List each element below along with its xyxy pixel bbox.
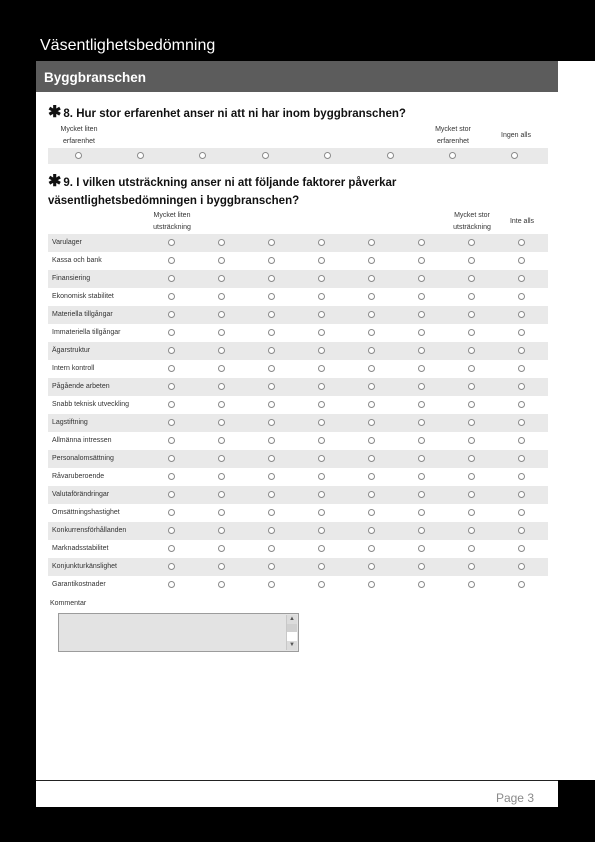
q9-radio-6[interactable] xyxy=(418,491,425,498)
q9-radio-5[interactable] xyxy=(368,347,375,354)
q9-radio-7[interactable] xyxy=(468,419,475,426)
q9-radio-6[interactable] xyxy=(418,383,425,390)
q9-radio-7[interactable] xyxy=(468,365,475,372)
q9-radio-na[interactable] xyxy=(518,563,525,570)
q9-radio-4[interactable] xyxy=(318,365,325,372)
q9-matrix-row xyxy=(48,378,548,396)
q8-option-row xyxy=(48,148,548,164)
q9-high-label xyxy=(443,210,501,234)
q9-radio-3[interactable] xyxy=(268,527,275,534)
q9-radio-5[interactable] xyxy=(368,509,375,516)
q9-radio-6[interactable] xyxy=(418,239,425,246)
q9-radio-7[interactable] xyxy=(468,437,475,444)
q9-radio-4[interactable] xyxy=(318,311,325,318)
page-footer xyxy=(36,781,558,807)
q9-radio-6[interactable] xyxy=(418,401,425,408)
q9-row-label: Kassa och bank xyxy=(52,257,102,264)
q9-row-label: Marknadsstabilitet xyxy=(52,545,109,552)
q9-radio-5[interactable] xyxy=(368,455,375,462)
q9-radio-6[interactable] xyxy=(418,473,425,480)
q9-radio-1[interactable] xyxy=(168,473,175,480)
q9-radio-7[interactable] xyxy=(468,275,475,282)
q8-radio-4[interactable] xyxy=(262,152,269,159)
q8-radio-5[interactable] xyxy=(324,152,331,159)
q9-radio-5[interactable] xyxy=(368,275,375,282)
q9-radio-5[interactable] xyxy=(368,473,375,480)
q9-radio-2[interactable] xyxy=(218,545,225,552)
q9-radio-3[interactable] xyxy=(268,347,275,354)
q9-low-label-line2: utsträckning xyxy=(153,224,191,231)
comment-label: Kommentar xyxy=(50,600,87,607)
q9-radio-6[interactable] xyxy=(418,275,425,282)
q9-radio-na[interactable] xyxy=(518,365,525,372)
q9-radio-3[interactable] xyxy=(268,419,275,426)
q9-radio-2[interactable] xyxy=(218,257,225,264)
scroll-thumb[interactable] xyxy=(287,624,297,632)
q9-radio-7[interactable] xyxy=(468,527,475,534)
q9-radio-4[interactable] xyxy=(318,419,325,426)
q9-radio-7[interactable] xyxy=(468,257,475,264)
q9-radio-6[interactable] xyxy=(418,527,425,534)
q9-matrix-row xyxy=(48,288,548,306)
q9-radio-7[interactable] xyxy=(468,293,475,300)
q9-radio-2[interactable] xyxy=(218,491,225,498)
q9-radio-2[interactable] xyxy=(218,239,225,246)
q9-na-label: Inte alls xyxy=(509,218,535,225)
q9-radio-1[interactable] xyxy=(168,293,175,300)
q9-radio-4[interactable] xyxy=(318,275,325,282)
q9-radio-1[interactable] xyxy=(168,275,175,282)
q9-matrix-row xyxy=(48,306,548,324)
q8-radio-3[interactable] xyxy=(199,152,206,159)
q9-radio-4[interactable] xyxy=(318,437,325,444)
q9-radio-na[interactable] xyxy=(518,275,525,282)
q9-radio-4[interactable] xyxy=(318,329,325,336)
question-8-text: 8. Hur stor erfarenhet anser ni att ni har inom byggbranschen? xyxy=(63,108,406,120)
q9-radio-6[interactable] xyxy=(418,257,425,264)
q9-radio-6[interactable] xyxy=(418,455,425,462)
q9-radio-na[interactable] xyxy=(518,491,525,498)
q9-radio-3[interactable] xyxy=(268,383,275,390)
q9-matrix-row xyxy=(48,486,548,504)
q9-matrix-row xyxy=(48,540,548,558)
q9-radio-1[interactable] xyxy=(168,365,175,372)
q9-radio-7[interactable] xyxy=(468,401,475,408)
q9-radio-4[interactable] xyxy=(318,257,325,264)
q9-radio-7[interactable] xyxy=(468,491,475,498)
q9-matrix-row xyxy=(48,342,548,360)
q9-radio-5[interactable] xyxy=(368,311,375,318)
q8-low-label-line1: Mycket liten xyxy=(60,126,98,133)
q9-radio-3[interactable] xyxy=(268,311,275,318)
q9-matrix-row xyxy=(48,360,548,378)
q9-radio-2[interactable] xyxy=(218,383,225,390)
q9-radio-3[interactable] xyxy=(268,437,275,444)
q9-radio-4[interactable] xyxy=(318,455,325,462)
q9-radio-na[interactable] xyxy=(518,437,525,444)
q9-radio-5[interactable] xyxy=(368,491,375,498)
q9-radio-5[interactable] xyxy=(368,581,375,588)
q9-radio-6[interactable] xyxy=(418,509,425,516)
q9-radio-2[interactable] xyxy=(218,311,225,318)
q8-na-label: Ingen alls xyxy=(501,132,531,139)
q9-row-label: Snabb teknisk utveckling xyxy=(52,401,130,408)
q9-matrix-row xyxy=(48,414,548,432)
q9-radio-4[interactable] xyxy=(318,527,325,534)
q9-radio-4[interactable] xyxy=(318,293,325,300)
q9-matrix-row xyxy=(48,432,548,450)
q9-radio-na[interactable] xyxy=(518,239,525,246)
q9-matrix-row xyxy=(48,234,548,252)
page-margin-bottom xyxy=(558,780,595,842)
q9-radio-4[interactable] xyxy=(318,509,325,516)
q9-radio-na[interactable] xyxy=(518,545,525,552)
q9-radio-7[interactable] xyxy=(468,455,475,462)
q9-row-label: Lagstiftning xyxy=(52,419,88,426)
q9-radio-7[interactable] xyxy=(468,509,475,516)
q9-radio-6[interactable] xyxy=(418,311,425,318)
q9-radio-na[interactable] xyxy=(518,293,525,300)
q9-radio-5[interactable] xyxy=(368,401,375,408)
q9-matrix-row xyxy=(48,396,548,414)
q9-radio-na[interactable] xyxy=(518,509,525,516)
q9-matrix-row xyxy=(48,450,548,468)
q9-radio-6[interactable] xyxy=(418,545,425,552)
q9-radio-5[interactable] xyxy=(368,365,375,372)
q9-radio-3[interactable] xyxy=(268,509,275,516)
q9-radio-6[interactable] xyxy=(418,293,425,300)
q9-row-label: Immateriella tillgångar xyxy=(52,329,121,336)
q9-radio-7[interactable] xyxy=(468,329,475,336)
q9-radio-1[interactable] xyxy=(168,455,175,462)
page-margin xyxy=(558,61,595,780)
q9-matrix-row xyxy=(48,576,548,594)
q9-high-label-line1: Mycket stor xyxy=(454,212,490,219)
q9-row-label: Valutaförändringar xyxy=(52,491,110,498)
q9-radio-1[interactable] xyxy=(168,257,175,264)
q8-radio-1[interactable] xyxy=(75,152,82,159)
q9-radio-5[interactable] xyxy=(368,383,375,390)
q9-radio-3[interactable] xyxy=(268,257,275,264)
scroll-up-icon[interactable]: ▲ xyxy=(287,615,297,624)
q8-low-label-line2: erfarenhet xyxy=(63,138,95,145)
q9-radio-4[interactable] xyxy=(318,491,325,498)
q9-radio-4[interactable] xyxy=(318,383,325,390)
q9-radio-3[interactable] xyxy=(268,581,275,588)
q9-radio-na[interactable] xyxy=(518,401,525,408)
q9-radio-5[interactable] xyxy=(368,527,375,534)
q9-radio-3[interactable] xyxy=(268,491,275,498)
q9-row-label: Råvaruberoende xyxy=(52,473,105,480)
q9-radio-2[interactable] xyxy=(218,437,225,444)
q9-radio-3[interactable] xyxy=(268,365,275,372)
question-8-title xyxy=(48,104,406,123)
q9-radio-2[interactable] xyxy=(218,275,225,282)
question-9-title xyxy=(48,173,396,210)
q8-radio-na[interactable] xyxy=(511,152,518,159)
q9-radio-na[interactable] xyxy=(518,311,525,318)
q9-radio-7[interactable] xyxy=(468,545,475,552)
q9-radio-7[interactable] xyxy=(468,311,475,318)
q9-radio-3[interactable] xyxy=(268,239,275,246)
q9-radio-2[interactable] xyxy=(218,509,225,516)
q9-radio-6[interactable] xyxy=(418,437,425,444)
q9-radio-1[interactable] xyxy=(168,239,175,246)
section-header: Byggbranschen xyxy=(36,61,558,92)
q9-radio-2[interactable] xyxy=(218,563,225,570)
q9-radio-2[interactable] xyxy=(218,347,225,354)
q9-radio-4[interactable] xyxy=(318,581,325,588)
q9-row-label: Omsättningshastighet xyxy=(52,509,120,516)
q9-radio-na[interactable] xyxy=(518,455,525,462)
q9-radio-4[interactable] xyxy=(318,563,325,570)
q9-radio-2[interactable] xyxy=(218,401,225,408)
q8-high-label-line1: Mycket stor xyxy=(435,126,471,133)
q9-row-label: Konjunkturkänslighet xyxy=(52,563,117,570)
q9-radio-5[interactable] xyxy=(368,563,375,570)
q9-radio-4[interactable] xyxy=(318,347,325,354)
q9-radio-1[interactable] xyxy=(168,491,175,498)
q9-radio-7[interactable] xyxy=(468,383,475,390)
q9-radio-5[interactable] xyxy=(368,437,375,444)
q9-radio-2[interactable] xyxy=(218,365,225,372)
q8-radio-7[interactable] xyxy=(449,152,456,159)
q9-radio-2[interactable] xyxy=(218,473,225,480)
q9-radio-3[interactable] xyxy=(268,329,275,336)
q9-radio-2[interactable] xyxy=(218,293,225,300)
q9-radio-na[interactable] xyxy=(518,527,525,534)
q9-radio-4[interactable] xyxy=(318,401,325,408)
q9-radio-4[interactable] xyxy=(318,239,325,246)
q9-radio-5[interactable] xyxy=(368,257,375,264)
q9-radio-6[interactable] xyxy=(418,581,425,588)
q9-radio-5[interactable] xyxy=(368,293,375,300)
q9-radio-1[interactable] xyxy=(168,329,175,336)
q9-radio-4[interactable] xyxy=(318,473,325,480)
q9-row-label: Konkurrensförhållanden xyxy=(52,527,127,534)
q9-radio-1[interactable] xyxy=(168,419,175,426)
comment-textarea[interactable] xyxy=(58,613,299,652)
scroll-down-icon[interactable]: ▼ xyxy=(287,641,297,650)
q9-radio-1[interactable] xyxy=(168,401,175,408)
comment-scrollbar[interactable] xyxy=(286,615,297,650)
q9-high-label-line2: utsträckning xyxy=(453,224,491,231)
q9-radio-2[interactable] xyxy=(218,527,225,534)
q9-matrix-row xyxy=(48,468,548,486)
q9-radio-3[interactable] xyxy=(268,401,275,408)
q9-radio-2[interactable] xyxy=(218,455,225,462)
q9-radio-na[interactable] xyxy=(518,581,525,588)
question-9-line2: väsentlighetsbedömningen i byggbranschen? xyxy=(48,195,300,207)
q9-radio-6[interactable] xyxy=(418,347,425,354)
q9-radio-3[interactable] xyxy=(268,563,275,570)
q9-matrix-row xyxy=(48,252,548,270)
q9-radio-na[interactable] xyxy=(518,473,525,480)
q8-low-label xyxy=(50,124,108,148)
q9-radio-5[interactable] xyxy=(368,329,375,336)
q8-high-label xyxy=(424,124,482,148)
q9-radio-7[interactable] xyxy=(468,473,475,480)
q9-low-label-line1: Mycket liten xyxy=(153,212,191,219)
q9-radio-na[interactable] xyxy=(518,257,525,264)
q9-radio-6[interactable] xyxy=(418,329,425,336)
q9-radio-1[interactable] xyxy=(168,347,175,354)
q9-radio-1[interactable] xyxy=(168,545,175,552)
q9-radio-3[interactable] xyxy=(268,293,275,300)
q8-radio-2[interactable] xyxy=(137,152,144,159)
q9-radio-1[interactable] xyxy=(168,311,175,318)
q9-radio-3[interactable] xyxy=(268,545,275,552)
q9-matrix-row xyxy=(48,558,548,576)
q9-row-label: Personalomsättning xyxy=(52,455,114,462)
q9-radio-5[interactable] xyxy=(368,545,375,552)
q9-row-label: Materiella tillgångar xyxy=(52,311,113,318)
q9-radio-1[interactable] xyxy=(168,527,175,534)
q9-matrix-row xyxy=(48,270,548,288)
q9-radio-3[interactable] xyxy=(268,473,275,480)
survey-title: Väsentlighetsbedömning xyxy=(40,37,216,54)
q9-radio-3[interactable] xyxy=(268,455,275,462)
q9-radio-6[interactable] xyxy=(418,365,425,372)
q9-radio-7[interactable] xyxy=(468,239,475,246)
q9-matrix-row xyxy=(48,324,548,342)
q9-row-label: Intern kontroll xyxy=(52,365,95,372)
q9-radio-1[interactable] xyxy=(168,563,175,570)
q9-radio-7[interactable] xyxy=(468,347,475,354)
q9-matrix-row xyxy=(48,504,548,522)
question-9-line1: 9. I vilken utsträckning anser ni att följande faktorer påverkar xyxy=(63,177,397,189)
q9-radio-1[interactable] xyxy=(168,509,175,516)
q9-row-label: Garantikostnader xyxy=(52,581,106,588)
q9-row-label: Ekonomisk stabilitet xyxy=(52,293,114,300)
q9-row-label: Ägarstruktur xyxy=(52,347,91,354)
q9-radio-5[interactable] xyxy=(368,239,375,246)
required-star-icon: ✱ xyxy=(48,104,62,121)
q9-radio-6[interactable] xyxy=(418,563,425,570)
q9-radio-na[interactable] xyxy=(518,347,525,354)
q9-row-label: Finansiering xyxy=(52,275,91,282)
page-number: Page 3 xyxy=(495,791,534,805)
q9-radio-na[interactable] xyxy=(518,419,525,426)
q9-radio-2[interactable] xyxy=(218,581,225,588)
q9-radio-5[interactable] xyxy=(368,419,375,426)
q8-high-label-line2: erfarenhet xyxy=(437,138,469,145)
q9-radio-na[interactable] xyxy=(518,383,525,390)
q9-radio-na[interactable] xyxy=(518,329,525,336)
q9-radio-1[interactable] xyxy=(168,437,175,444)
q8-radio-6[interactable] xyxy=(387,152,394,159)
q9-row-label: Pågående arbeten xyxy=(52,383,110,390)
q9-row-label: Allmänna intressen xyxy=(52,437,112,444)
q9-radio-6[interactable] xyxy=(418,419,425,426)
q9-radio-1[interactable] xyxy=(168,581,175,588)
q9-row-label: Varulager xyxy=(52,239,82,246)
q9-matrix-row xyxy=(48,522,548,540)
q9-radio-2[interactable] xyxy=(218,419,225,426)
q9-radio-4[interactable] xyxy=(318,545,325,552)
q9-low-label xyxy=(143,210,201,234)
q9-radio-2[interactable] xyxy=(218,329,225,336)
q9-radio-3[interactable] xyxy=(268,275,275,282)
required-star-icon: ✱ xyxy=(48,173,62,190)
q9-radio-7[interactable] xyxy=(468,563,475,570)
q9-radio-7[interactable] xyxy=(468,581,475,588)
q9-radio-1[interactable] xyxy=(168,383,175,390)
